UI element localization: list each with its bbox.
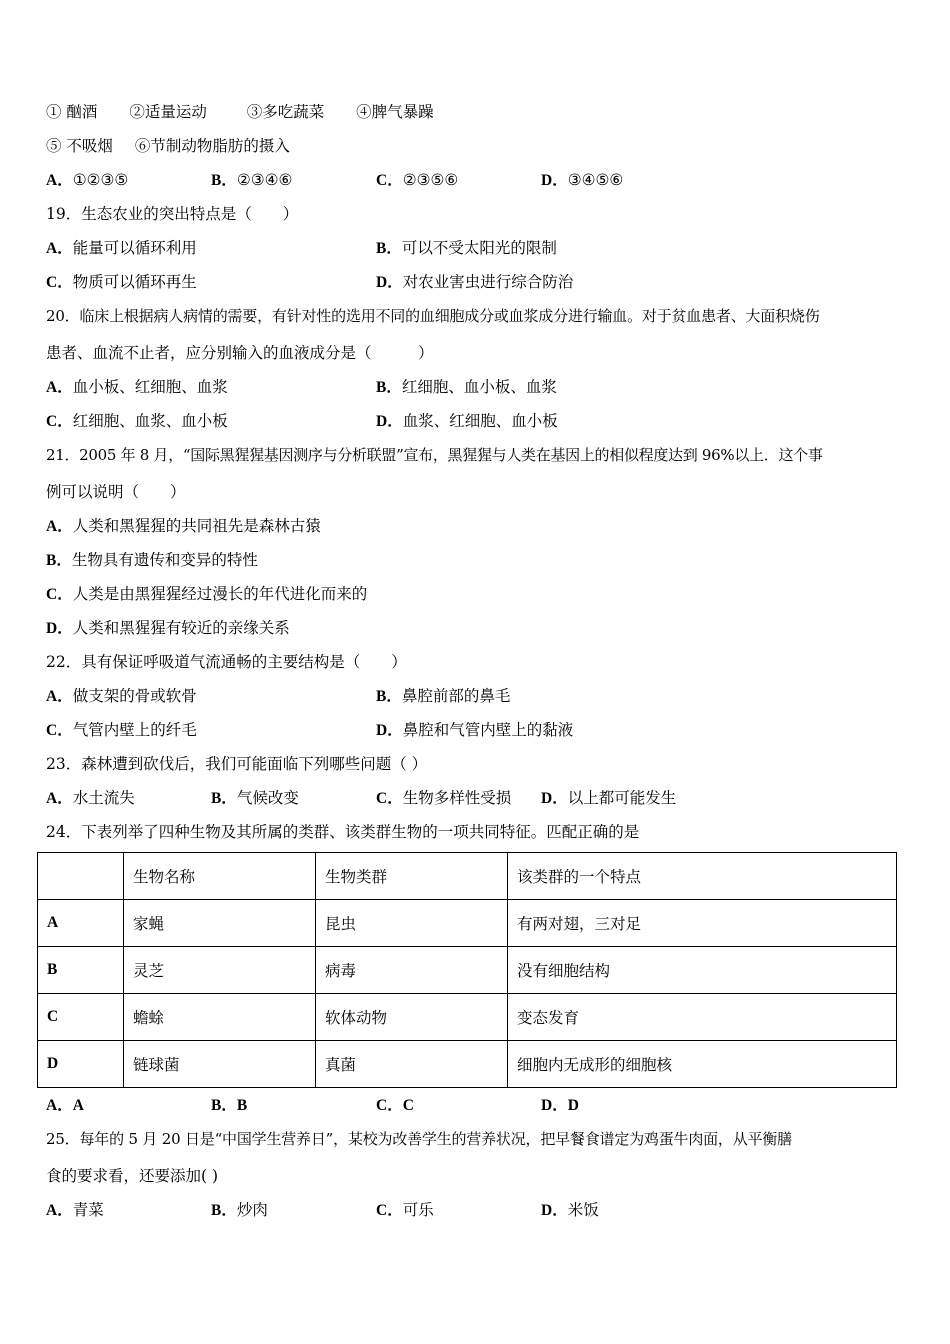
table-row <box>38 900 897 947</box>
q20-option-d: D．血浆、红细胞、血小板 <box>376 412 558 430</box>
q19-option-c: C．物质可以循环再生 <box>46 273 197 291</box>
table-row <box>38 1041 897 1088</box>
q20-option-c: C．红细胞、血浆、血小板 <box>46 412 228 430</box>
q25-stem-line1: 25．每年的 5 月 20 日是“中国学生营养日”，某校为改善学生的营养状况，把早餐食谱定为鸡蛋牛肉面，从平衡膳 <box>46 1130 792 1148</box>
table-cell: 没有细胞结构 <box>508 947 897 994</box>
table-cell: 家蝇 <box>124 900 316 947</box>
q22-option-b: B．鼻腔前部的鼻毛 <box>376 687 511 705</box>
q23-stem: 23．森林遭到砍伐后，我们可能面临下列哪些问题（ ） <box>46 755 428 773</box>
q23-option-d: D．以上都可能发生 <box>541 789 677 807</box>
q24-option-d: D．D <box>541 1097 579 1114</box>
q24-stem: 24．下表列举了四种生物及其所属的类群、该类群生物的一项共同特征。匹配正确的是 <box>46 823 640 841</box>
q18-option-a: A．①②③⑤ <box>46 171 129 189</box>
q23-option-a: A．水土流失 <box>46 789 135 807</box>
q20-option-a: A．血小板、红细胞、血浆 <box>46 378 228 396</box>
q23-option-b: B．气候改变 <box>211 789 299 807</box>
q22-stem: 22．具有保证呼吸道气流通畅的主要结构是（ ） <box>46 653 407 671</box>
q18-item-4: ④脾气暴躁 <box>356 103 434 121</box>
q20-stem-line1: 20．临床上根据病人病情的需要，有针对性的选用不同的血细胞成分或血浆成分进行输血。对于贫血患者、大面积烧伤 <box>46 307 820 325</box>
q18-item-5: ⑤ 不吸烟 <box>46 137 113 155</box>
q19-option-a: A．能量可以循环利用 <box>46 239 197 257</box>
q19-option-d: D．对农业害虫进行综合防治 <box>376 273 574 291</box>
table-header-cell: 生物类群 <box>316 853 508 900</box>
table-header-row <box>38 853 897 900</box>
q18-item-2: ②适量运动 <box>129 103 207 121</box>
table-cell: 细胞内无成形的细胞核 <box>508 1041 897 1088</box>
table-header-cell: 该类群的一个特点 <box>508 853 897 900</box>
q25-stem-line2: 食的要求看，还要添加( ) <box>46 1167 219 1185</box>
table-cell: 软体动物 <box>316 994 508 1041</box>
table-cell: 病毒 <box>316 947 508 994</box>
q21-stem-line2: 例可以说明（ ） <box>46 483 186 501</box>
q18-item-6: ⑥节制动物脂肪的摄入 <box>134 137 290 155</box>
q22-option-d: D．鼻腔和气管内壁上的黏液 <box>376 721 574 739</box>
q18-item-1: ① 酗酒 <box>46 103 98 121</box>
table-cell: 链球菌 <box>124 1041 316 1088</box>
table-cell: A <box>38 900 124 947</box>
table-header-cell: 生物名称 <box>124 853 316 900</box>
q22-option-c: C．气管内壁上的纤毛 <box>46 721 197 739</box>
q20-stem-line2: 患者、血流不止者，应分别输入的血液成分是（ ） <box>46 344 434 362</box>
q18-item-3: ③多吃蔬菜 <box>246 103 325 121</box>
q24-option-c: C．C <box>376 1097 414 1114</box>
q21-stem-line1: 21．2005 年 8 月，“国际黑猩猩基因测序与分析联盟”宣布，黑猩猩与人类在基因上的相似程度达到 96%以上．这个事 <box>46 446 823 464</box>
table-cell: B <box>38 947 124 994</box>
q23-option-c: C．生物多样性受损 <box>376 789 512 807</box>
q18-option-d: D．③④⑤⑥ <box>541 171 624 189</box>
table-cell: 昆虫 <box>316 900 508 947</box>
table-header-cell <box>38 853 124 900</box>
table-cell: 真菌 <box>316 1041 508 1088</box>
q25-option-b: B．炒肉 <box>211 1201 268 1219</box>
q24-option-b: B．B <box>211 1097 248 1114</box>
q21-option-b: B．生物具有遗传和变异的特性 <box>46 551 258 569</box>
table-cell: C <box>38 994 124 1041</box>
q21-option-a: A．人类和黑猩猩的共同祖先是森林古猿 <box>46 517 321 535</box>
q18-option-b: B．②③④⑥ <box>211 171 293 189</box>
q19-option-b: B．可以不受太阳光的限制 <box>376 239 557 257</box>
table-cell: D <box>38 1041 124 1088</box>
q18-items-line2 <box>46 136 290 156</box>
q25-option-d: D．米饭 <box>541 1201 599 1219</box>
table-cell: 有两对翅，三对足 <box>508 900 897 947</box>
q18-items-line1 <box>46 102 434 122</box>
table-row <box>38 947 897 994</box>
q22-option-a: A．做支架的骨或软骨 <box>46 687 197 705</box>
q25-option-a: A．青菜 <box>46 1201 104 1219</box>
q24-table <box>37 852 897 1088</box>
table-row <box>38 994 897 1041</box>
table-cell: 变态发育 <box>508 994 897 1041</box>
q20-option-b: B．红细胞、血小板、血浆 <box>376 378 557 396</box>
table-cell: 蟾蜍 <box>124 994 316 1041</box>
q21-option-c: C．人类是由黑猩猩经过漫长的年代进化而来的 <box>46 585 368 603</box>
q18-option-c: C．②③⑤⑥ <box>376 171 459 189</box>
q24-option-a: A．A <box>46 1097 84 1114</box>
q19-stem: 19．生态农业的突出特点是（ ） <box>46 205 299 223</box>
table-cell: 灵芝 <box>124 947 316 994</box>
q25-option-c: C．可乐 <box>376 1201 434 1219</box>
q21-option-d: D．人类和黑猩猩有较近的亲缘关系 <box>46 619 290 637</box>
